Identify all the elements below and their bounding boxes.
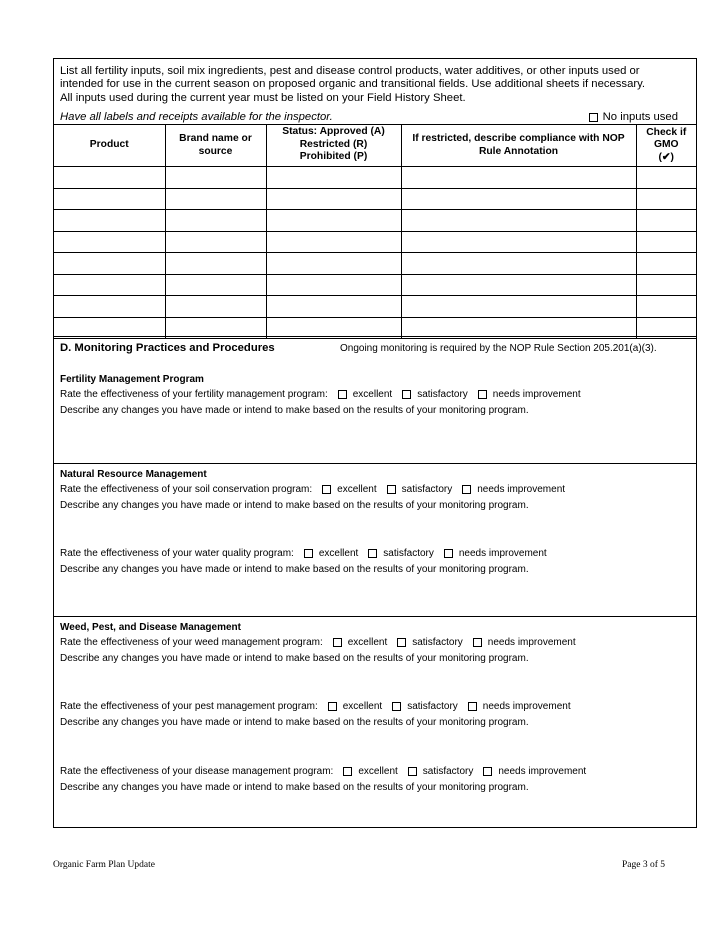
- table-row: [54, 231, 696, 253]
- weed-heading: Weed, Pest, and Disease Management: [60, 622, 241, 633]
- product-cell[interactable]: [54, 188, 165, 210]
- disease-satisfactory-checkbox[interactable]: [408, 767, 417, 776]
- water-excellent-checkbox[interactable]: [304, 549, 313, 558]
- section-d-fertility: [54, 336, 696, 463]
- gmo-cell[interactable]: [636, 188, 696, 210]
- gmo-cell[interactable]: [636, 231, 696, 253]
- intro-line-3: All inputs used during the current year must be listed on your Field History Sheet.: [60, 91, 466, 104]
- intro-line-2: intended for use in the current season on proposed organic and transitional fields. Use additional sheets if necessary.: [60, 78, 646, 91]
- natural-heading: Natural Resource Management: [60, 469, 207, 480]
- gmo-cell[interactable]: [636, 253, 696, 275]
- fertility-describe: Describe any changes you have made or intend to make based on the results of your monitoring program.: [60, 405, 529, 416]
- option-label: satisfactory: [412, 637, 463, 648]
- fertility-needs-improvement-checkbox[interactable]: [478, 390, 487, 399]
- option-label: satisfactory: [407, 701, 458, 712]
- weed-describe: Describe any changes you have made or intend to make based on the results of your monitoring program.: [60, 653, 529, 664]
- col-restricted: If restricted, describe compliance with NOP Rule Annotation: [401, 125, 636, 167]
- disease-needs-improvement-checkbox[interactable]: [483, 767, 492, 776]
- weed-rating: [60, 637, 576, 648]
- weed-needs-improvement-checkbox[interactable]: [473, 638, 482, 647]
- option-label: needs improvement: [498, 766, 587, 777]
- disease-describe: Describe any changes you have made or intend to make based on the results of your monitoring program.: [60, 782, 529, 793]
- fertility-rating: [60, 389, 581, 400]
- status-cell[interactable]: [266, 274, 401, 296]
- fertility-heading: Fertility Management Program: [60, 374, 204, 385]
- compliance-cell[interactable]: [401, 231, 636, 253]
- option-label: needs improvement: [477, 484, 566, 495]
- water-needs-improvement-checkbox[interactable]: [444, 549, 453, 558]
- product-cell[interactable]: [54, 296, 165, 318]
- table-header-row: [54, 125, 696, 167]
- intro-line-1: List all fertility inputs, soil mix ingredients, pest and disease control products, water additives, or other inputs used or: [60, 65, 640, 77]
- option-label: needs improvement: [458, 548, 547, 559]
- section-natural-resource: [54, 463, 696, 616]
- compliance-cell[interactable]: [401, 188, 636, 210]
- weed-excellent-checkbox[interactable]: [333, 638, 342, 647]
- gmo-cell[interactable]: [636, 167, 696, 189]
- compliance-cell[interactable]: [401, 210, 636, 232]
- no-inputs-option[interactable]: [589, 111, 678, 123]
- option-label: needs improvement: [492, 389, 581, 400]
- status-cell[interactable]: [266, 296, 401, 318]
- soil-excellent-checkbox[interactable]: [322, 485, 331, 494]
- gmo-cell[interactable]: [636, 210, 696, 232]
- section-d-title: D. Monitoring Practices and Procedures: [60, 342, 275, 354]
- inputs-table: [54, 124, 696, 339]
- brand-cell[interactable]: [165, 253, 266, 275]
- water-rating: [60, 548, 547, 559]
- footer-page-number: Page 3 of 5: [621, 860, 665, 870]
- status-cell[interactable]: [266, 188, 401, 210]
- col-brand: Brand name or source: [165, 125, 266, 167]
- option-label: excellent: [342, 701, 383, 712]
- soil-needs-improvement-checkbox[interactable]: [462, 485, 471, 494]
- status-cell[interactable]: [266, 210, 401, 232]
- soil-rate-label: Rate the effectiveness of your soil conservation program:: [60, 484, 313, 495]
- option-label: satisfactory: [417, 389, 468, 400]
- table-row: [54, 210, 696, 232]
- compliance-cell[interactable]: [401, 296, 636, 318]
- option-label: excellent: [358, 766, 398, 777]
- brand-cell[interactable]: [165, 167, 266, 189]
- table-row: [54, 167, 696, 189]
- disease-rate-label: Rate the effectiveness of your disease management program:: [60, 766, 334, 777]
- gmo-cell[interactable]: [636, 274, 696, 296]
- table-row: [54, 253, 696, 275]
- product-cell[interactable]: [54, 231, 165, 253]
- option-label: excellent: [318, 548, 359, 559]
- col-gmo: Check if GMO (✔): [636, 125, 696, 167]
- option-label: excellent: [347, 637, 388, 648]
- product-cell[interactable]: [54, 253, 165, 275]
- compliance-cell[interactable]: [401, 274, 636, 296]
- status-cell[interactable]: [266, 253, 401, 275]
- soil-satisfactory-checkbox[interactable]: [387, 485, 396, 494]
- brand-cell[interactable]: [165, 274, 266, 296]
- no-inputs-checkbox[interactable]: [589, 113, 598, 122]
- brand-cell[interactable]: [165, 231, 266, 253]
- table-row: [54, 274, 696, 296]
- table-row: [54, 188, 696, 210]
- compliance-cell[interactable]: [401, 167, 636, 189]
- pest-excellent-checkbox[interactable]: [328, 702, 337, 711]
- pest-satisfactory-checkbox[interactable]: [392, 702, 401, 711]
- option-label: needs improvement: [487, 637, 576, 648]
- weed-satisfactory-checkbox[interactable]: [397, 638, 406, 647]
- pest-rating: [60, 701, 571, 712]
- pest-needs-improvement-checkbox[interactable]: [468, 702, 477, 711]
- water-describe: Describe any changes you have made or intend to make based on the results of your monitoring program.: [60, 564, 529, 575]
- fertility-excellent-checkbox[interactable]: [338, 390, 347, 399]
- soil-describe: Describe any changes you have made or intend to make based on the results of your monitoring program.: [60, 500, 529, 511]
- fertility-rate-label: Rate the effectiveness of your fertility management program:: [60, 389, 328, 400]
- col-status: Status: Approved (A) Restricted (R) Prohibited (P): [266, 125, 401, 167]
- section-weed-pest-disease: [54, 616, 696, 828]
- col-product: Product: [54, 125, 165, 167]
- pest-describe: Describe any changes you have made or intend to make based on the results of your monitoring program.: [60, 717, 529, 728]
- compliance-cell[interactable]: [401, 253, 636, 275]
- status-cell[interactable]: [266, 231, 401, 253]
- labels-note-text: Have all labels and receipts available for the inspector.: [60, 111, 333, 123]
- brand-cell[interactable]: [165, 210, 266, 232]
- disease-rating: [60, 766, 586, 777]
- gmo-cell[interactable]: [636, 296, 696, 318]
- fertility-satisfactory-checkbox[interactable]: [402, 390, 411, 399]
- disease-excellent-checkbox[interactable]: [343, 767, 352, 776]
- water-rate-label: Rate the effectiveness of your water quality program:: [60, 548, 294, 559]
- option-label: needs improvement: [482, 701, 571, 712]
- option-label: excellent: [352, 389, 393, 400]
- monitoring-note: Ongoing monitoring is required by the NOP Rule Section 205.201(a)(3).: [340, 343, 657, 354]
- option-label: satisfactory: [383, 548, 434, 559]
- product-cell[interactable]: [54, 167, 165, 189]
- form-frame: [53, 58, 697, 828]
- intro-text: [60, 65, 692, 105]
- footer-title: Organic Farm Plan Update: [53, 860, 155, 870]
- option-label: satisfactory: [422, 766, 474, 777]
- water-satisfactory-checkbox[interactable]: [368, 549, 377, 558]
- brand-cell[interactable]: [165, 296, 266, 318]
- pest-rate-label: Rate the effectiveness of your pest management program:: [60, 701, 318, 712]
- no-inputs-label: No inputs used: [602, 111, 678, 123]
- table-row: [54, 296, 696, 318]
- soil-rating: [60, 484, 565, 495]
- weed-rate-label: Rate the effectiveness of your weed management program:: [60, 637, 323, 648]
- product-cell[interactable]: [54, 274, 165, 296]
- option-label: excellent: [337, 484, 377, 495]
- product-cell[interactable]: [54, 210, 165, 232]
- status-cell[interactable]: [266, 167, 401, 189]
- brand-cell[interactable]: [165, 188, 266, 210]
- option-label: satisfactory: [401, 484, 453, 495]
